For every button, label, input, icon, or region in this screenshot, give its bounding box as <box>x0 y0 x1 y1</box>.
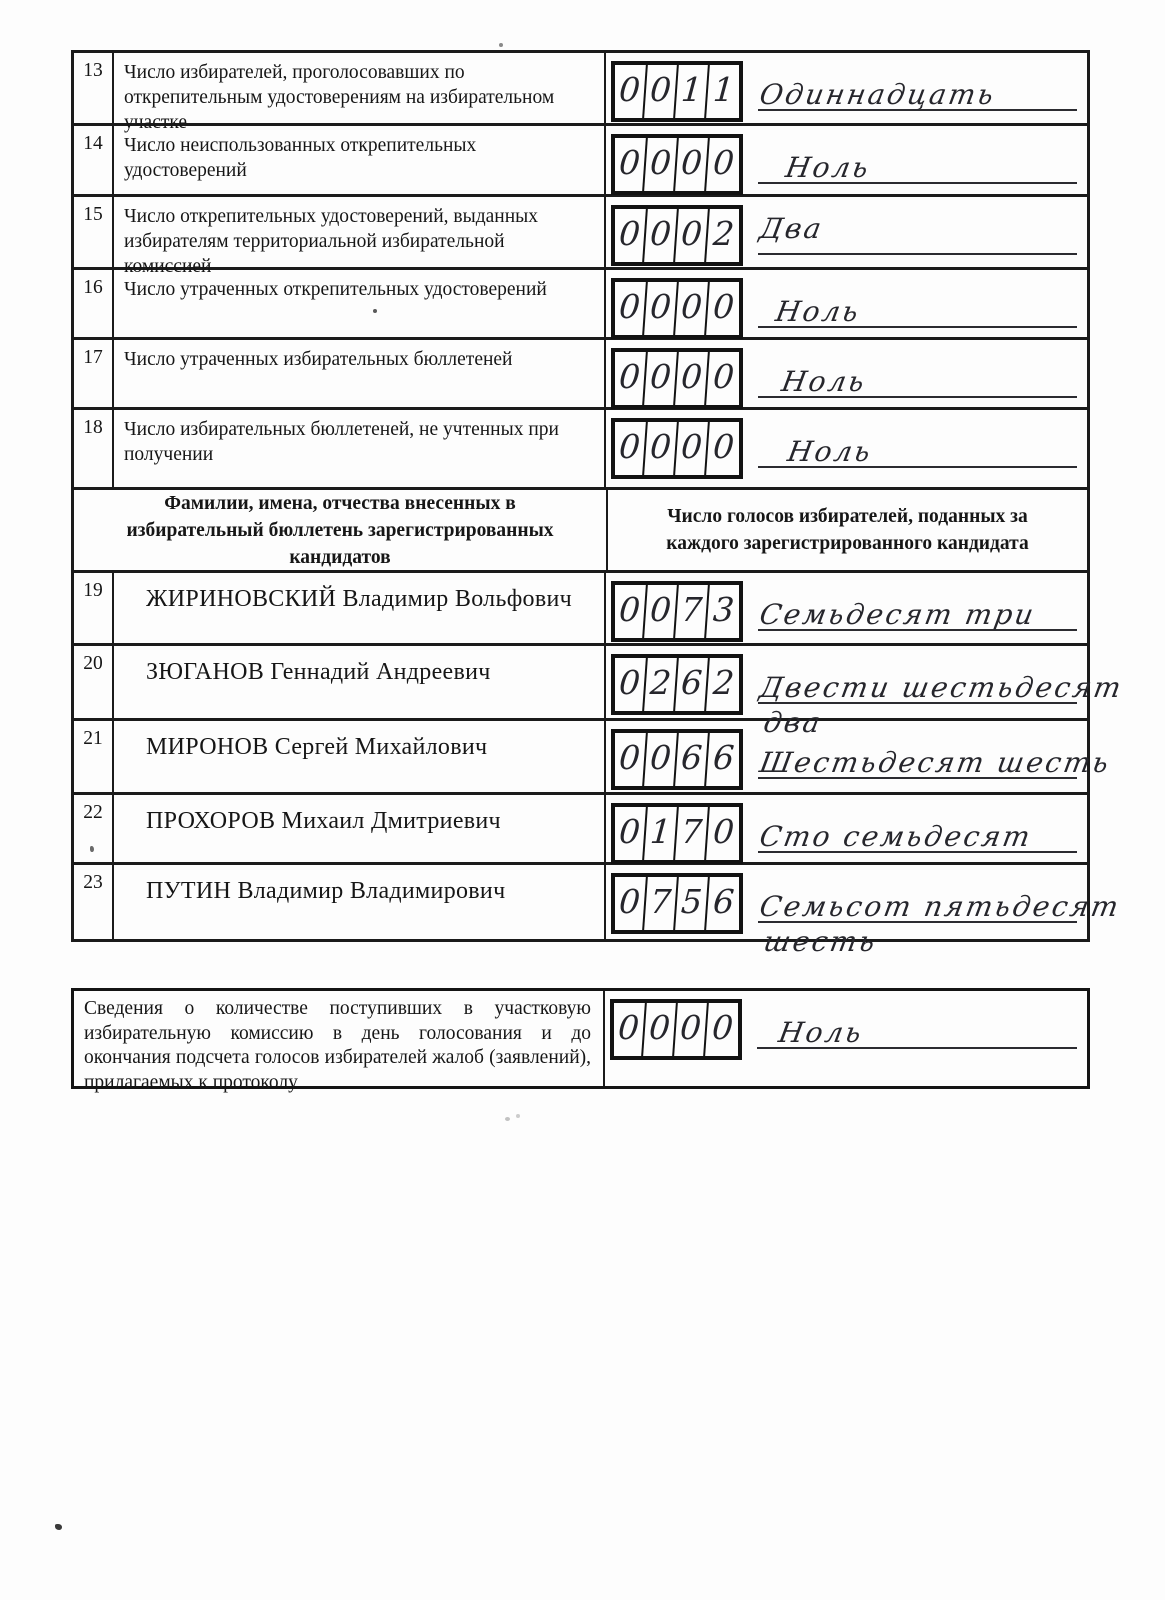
digit-cell: 0 <box>613 807 648 860</box>
handwriting-underline <box>757 654 1126 704</box>
row-label: Число избирателей, проголосовавших по открепительным удостоверениям на избирательном участке <box>114 53 606 123</box>
row-number: 22 <box>74 795 114 862</box>
digit-cell: 0 <box>613 65 648 118</box>
digit-cell: 0 <box>643 1003 678 1056</box>
complaints-block <box>71 988 1090 1093</box>
handwriting-underline <box>758 803 1077 853</box>
handwriting-underline <box>758 348 1077 398</box>
handwriting-underline <box>757 729 1114 779</box>
digit-cell: 0 <box>644 585 679 638</box>
row-value-cell <box>606 410 1087 487</box>
digit-box <box>611 348 743 409</box>
candidate-row-19 <box>74 573 1087 646</box>
digit-box <box>611 581 743 642</box>
candidate-name: МИРОНОВ Сергей Михайлович <box>114 721 606 792</box>
row-number: 13 <box>74 53 114 123</box>
row-value-cell <box>606 865 1124 958</box>
digit-cell: 1 <box>675 65 710 118</box>
digit-cell: 0 <box>613 877 648 930</box>
scan-speck <box>55 1524 62 1530</box>
handwriting-underline <box>758 205 1077 255</box>
digit-cell: 6 <box>711 882 736 921</box>
digit-cell: 0 <box>644 352 679 405</box>
digit-cell: 0 <box>711 812 736 851</box>
candidates-header-row <box>74 490 1087 573</box>
row-number: 16 <box>74 270 114 337</box>
candidate-row-21 <box>74 721 1114 795</box>
stat-row-18 <box>74 410 1087 490</box>
digit-cell: 0 <box>675 138 710 191</box>
digit-box <box>611 803 743 864</box>
digit-cell: 0 <box>613 733 648 786</box>
digit-cell: 1 <box>711 70 736 109</box>
digit-box <box>611 418 743 479</box>
handwritten-words: Сто семьдесят <box>757 820 1035 853</box>
handwriting-underline <box>757 873 1124 923</box>
digit-cell: 7 <box>675 585 710 638</box>
row-number: 23 <box>74 865 114 939</box>
digit-cell: 0 <box>644 209 679 262</box>
digit-cell: 7 <box>675 807 710 860</box>
digit-cell: 6 <box>675 658 710 711</box>
digit-box <box>611 873 743 934</box>
handwritten-words: Ноль <box>776 1016 867 1049</box>
candidates-votes-header: Число голосов избирателей, поданных за каждого зарегистрированного кандидата <box>666 506 1029 554</box>
row-value-cell <box>606 646 1126 739</box>
digit-cell: 0 <box>644 733 679 786</box>
digit-box <box>611 278 743 339</box>
digit-box <box>611 654 743 715</box>
digit-cell: 0 <box>644 65 679 118</box>
handwritten-words: Одиннадцать <box>757 78 999 111</box>
row-value-cell <box>606 573 1087 643</box>
digit-box <box>611 729 743 790</box>
digit-cell: 6 <box>675 733 710 786</box>
candidate-row-23 <box>74 865 1124 958</box>
row-number: 15 <box>74 197 114 267</box>
row-label: Число избирательных бюллетеней, не учтенных при получении <box>114 410 606 487</box>
handwriting-underline <box>758 134 1077 184</box>
row-number: 19 <box>74 573 114 643</box>
digit-box <box>610 999 742 1060</box>
digit-cell: 0 <box>613 422 648 475</box>
digit-cell: 0 <box>613 352 648 405</box>
candidate-name: ЖИРИНОВСКИЙ Владимир Вольфович <box>114 573 606 643</box>
digit-cell: 0 <box>612 1003 647 1056</box>
digit-cell: 2 <box>711 214 736 253</box>
digit-cell: 0 <box>711 427 736 466</box>
digit-cell: 0 <box>711 357 736 396</box>
candidates-names-header: Фамилии, имена, отчества внесенных в избирательный бюллетень зарегистрированных кандидатов <box>74 490 608 570</box>
stat-row-13 <box>74 53 1087 133</box>
row-value-cell <box>606 721 1114 792</box>
digit-cell: 0 <box>613 585 648 638</box>
row-label: Число утраченных избирательных бюллетеней <box>114 340 606 407</box>
handwritten-words: Шестьдесят шесть <box>757 746 1114 779</box>
digit-cell: 0 <box>675 422 710 475</box>
handwritten-words: Ноль <box>779 365 870 398</box>
complaints-label: Сведения о количестве поступивших в участковую избирательную комиссию в день голосования и до окончания подсчета голосов избирателей жалоб (заявлений), прилагаемых к протоколу <box>74 991 605 1086</box>
digit-box <box>611 61 743 122</box>
row-label: Число утраченных открепительных удостоверений <box>114 270 606 337</box>
digit-box <box>611 134 743 195</box>
row-number: 20 <box>74 646 114 718</box>
candidate-row-22 <box>74 795 1087 865</box>
handwritten-words: Семьдесят три <box>757 598 1039 631</box>
handwriting-underline <box>758 418 1077 468</box>
protocol-table <box>71 50 1126 958</box>
handwritten-words: Ноль <box>773 295 864 328</box>
digit-cell: 0 <box>675 352 710 405</box>
digit-box <box>611 205 743 266</box>
row-value-cell <box>606 53 1087 123</box>
handwritten-words-line2: шесть <box>761 925 880 958</box>
handwriting-underline <box>758 278 1077 328</box>
scan-speck <box>90 846 94 852</box>
stat-row-17 <box>74 340 1087 410</box>
digit-cell: 0 <box>675 209 710 262</box>
scan-speck <box>516 1114 520 1118</box>
handwritten-words: Ноль <box>783 151 874 184</box>
row-value-cell <box>606 340 1087 407</box>
row-value-cell <box>606 197 1087 267</box>
digit-cell: 0 <box>711 287 736 326</box>
digit-cell: 0 <box>613 209 648 262</box>
protocol-document <box>71 50 1126 1093</box>
scan-speck <box>373 309 377 313</box>
handwriting-underline <box>758 61 1077 111</box>
stat-row-14 <box>74 126 1087 197</box>
row-number: 18 <box>74 410 114 487</box>
candidate-name: ПУТИН Владимир Владимирович <box>114 865 606 939</box>
digit-cell: 0 <box>613 658 648 711</box>
candidate-name: ПРОХОРОВ Михаил Дмитриевич <box>114 795 606 862</box>
digit-cell: 3 <box>711 590 736 629</box>
candidate-name: ЗЮГАНОВ Геннадий Андреевич <box>114 646 606 718</box>
scan-speck <box>505 1117 510 1121</box>
digit-cell: 6 <box>711 738 736 777</box>
complaints-value-cell <box>605 991 1087 1086</box>
digit-cell: 0 <box>675 282 710 335</box>
digit-cell: 0 <box>613 138 648 191</box>
digit-cell: 1 <box>644 807 679 860</box>
handwritten-words: Семьсот пятьдесят <box>757 890 1124 923</box>
digit-cell: 0 <box>710 1008 735 1047</box>
digit-cell: 0 <box>674 1003 709 1056</box>
row-number: 14 <box>74 126 114 194</box>
stat-row-15 <box>74 197 1087 277</box>
digit-cell: 0 <box>711 143 736 182</box>
digit-cell: 0 <box>644 138 679 191</box>
handwritten-words: Ноль <box>785 435 876 468</box>
row-number: 17 <box>74 340 114 407</box>
row-value-cell <box>606 126 1087 194</box>
handwritten-words: Двести шестьдесят <box>757 671 1126 704</box>
digit-cell: 2 <box>644 658 679 711</box>
row-label: Число неиспользованных открепительных удостоверений <box>114 126 606 194</box>
digit-cell: 5 <box>675 877 710 930</box>
handwritten-words: Два <box>757 212 827 245</box>
scan-speck <box>499 43 503 47</box>
handwriting-underline <box>758 581 1077 631</box>
digit-cell: 0 <box>613 282 648 335</box>
row-number: 21 <box>74 721 114 792</box>
handwriting-underline <box>757 999 1077 1049</box>
handwritten-words-line2: два <box>761 706 826 739</box>
digit-cell: 2 <box>711 663 736 702</box>
digit-cell: 0 <box>644 422 679 475</box>
row-value-cell <box>606 795 1087 862</box>
digit-cell: 7 <box>644 877 679 930</box>
digit-cell: 0 <box>644 282 679 335</box>
row-label: Число открепительных удостоверений, выданных избирателям территориальной избирательной комиссией <box>114 197 606 267</box>
row-value-cell <box>606 270 1087 337</box>
stat-row-16 <box>74 270 1087 340</box>
